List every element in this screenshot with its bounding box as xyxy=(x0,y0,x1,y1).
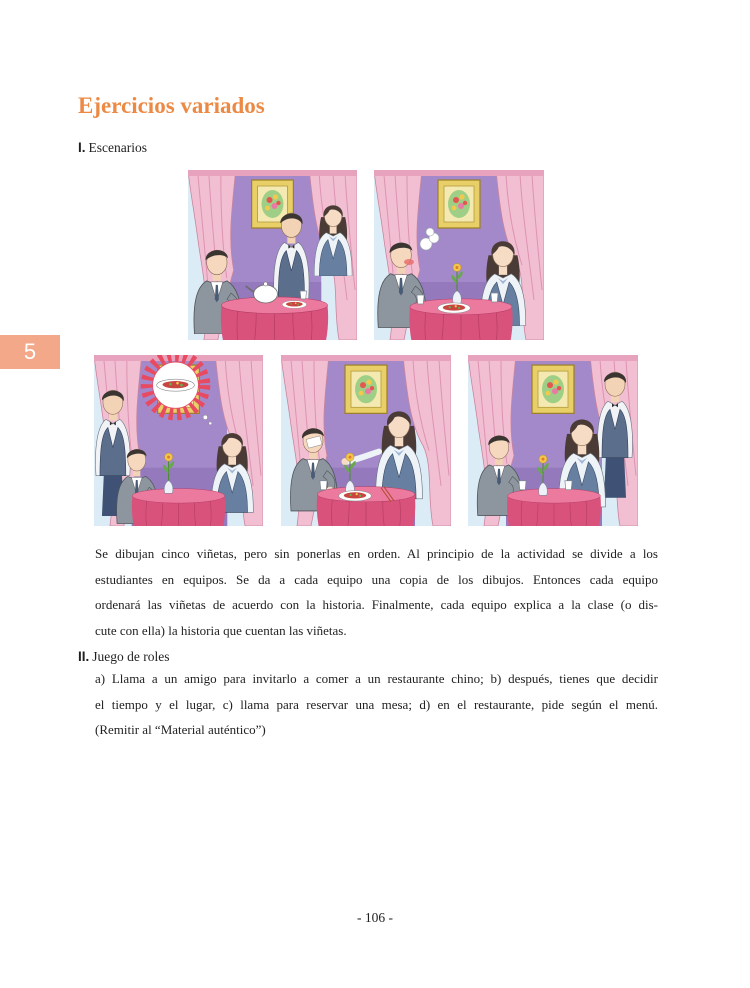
section-numeral: II. xyxy=(78,649,90,664)
dish xyxy=(157,379,195,391)
paragraph-line: cute con ella) la historia que cuentan las viñetas. xyxy=(95,622,347,638)
table xyxy=(132,489,225,526)
comic-panel-4 xyxy=(281,355,451,526)
paragraph-line: estudiantes en equipos. Se da a cada equipo una copia de los dibujos. Entonces cada equipo xyxy=(95,571,658,587)
table xyxy=(507,489,601,526)
cup xyxy=(491,293,498,302)
paragraph-line: el tiempo y el lugar, c) llama para reservar una mesa; d) en el restaurante, pide según el menú. xyxy=(95,696,658,712)
chapter-tab: 5 xyxy=(0,335,60,369)
section-title: Juego de roles xyxy=(92,649,170,664)
role-play-paragraph xyxy=(95,666,658,743)
comic-panel-5 xyxy=(468,355,638,526)
plate xyxy=(282,301,306,309)
paragraph-line: Se dibujan cinco viñetas, pero sin ponerlas en orden. Al principio de la actividad se divide a los xyxy=(95,546,658,561)
section-title: Escenarios xyxy=(88,140,147,155)
page-number: - 106 - xyxy=(357,910,393,925)
paragraph-line: (Remitir al “Material auténtico”) xyxy=(95,722,266,737)
plate xyxy=(339,491,372,501)
paragraph-line: ordenará las viñetas de acuerdo con la historia. Finalmente, cada equipo explica a la clase (o dis- xyxy=(95,597,658,612)
paragraph-line: a) Llama a un amigo para invitarlo a comer a un restaurante chino; b) después, tienes que decidir xyxy=(95,671,658,686)
cup xyxy=(417,295,424,304)
comic-panel-2 xyxy=(374,170,544,340)
page-title: Ejercicios variados xyxy=(78,93,265,118)
cup xyxy=(565,481,572,490)
section-heading-escenarios xyxy=(78,140,147,156)
section-heading-juego-de-roles xyxy=(78,649,170,665)
section-numeral: I. xyxy=(78,140,86,155)
plate xyxy=(438,303,471,313)
cup xyxy=(519,481,526,490)
table xyxy=(221,297,328,340)
red-cheek xyxy=(404,259,414,265)
cup xyxy=(300,291,306,299)
comic-panel-3 xyxy=(94,355,263,526)
instructions-paragraph xyxy=(95,541,658,643)
comic-panel-1 xyxy=(188,170,357,340)
cup xyxy=(320,481,327,490)
